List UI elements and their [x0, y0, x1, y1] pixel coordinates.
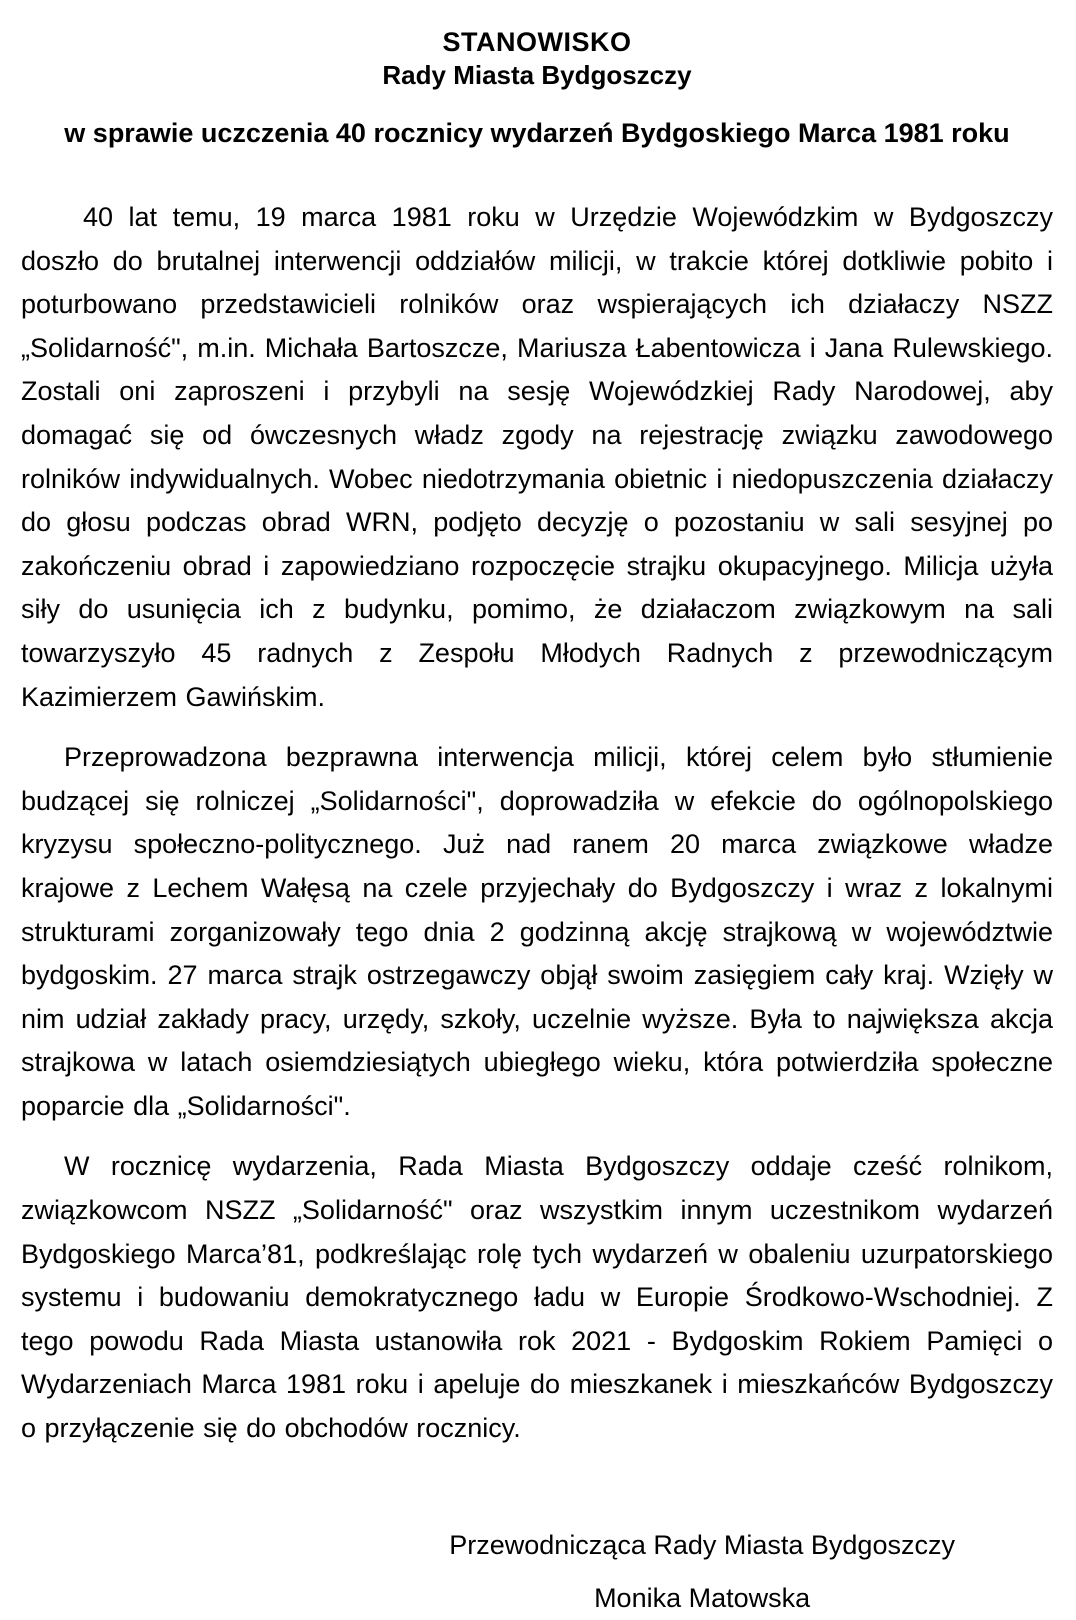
document-title-issuer: Rady Miasta Bydgoszczy — [382, 60, 692, 90]
document-header — [21, 26, 1053, 91]
paragraph-3: W rocznicę wydarzenia, Rada Miasta Bydgoszczy oddaje cześć rolnikom, związkowcom NSZZ „Solidarność" oraz wszystkim innym uczestnikom wydarzeń Bydgoskiego Marca’81, podkreślając rolę tych wydarzeń w obaleniu uzurpatorskiego systemu i budowaniu demokratycznego ładu w Europie Środkowo-Wschodniej. Z tego powodu Rada Miasta ustanowiła rok 2021 - Bydgoskim Rokiem Pamięci o Wydarzeniach Marca 1981 roku i apeluje do mieszkanek i mieszkańców Bydgoszczy o przyłączenie się do obchodów rocznicy. — [21, 1151, 1053, 1444]
signature-name: Monika Matowska — [594, 1582, 811, 1613]
paragraph-2: Przeprowadzona bezprawna interwencja milicji, której celem było stłumienie budzącej się rolniczej „Solidarności", doprowadziła w efekcie do ogólnopolskiego kryzysu społeczno-politycznego. Już nad ranem 20 marca związkowe władze krajowe z Lechem Wałęsą na czele przyjechały do Bydgoszczy i wraz z lokalnymi strukturami zorganizowały tego dnia 2 godzinną akcję strajkową w województwie bydgoskim. 27 marca strajk ostrzegawczy objął swoim zasięgiem cały kraj. Wzięły w nim udział zakłady pracy, urzędy, szkoły, uczelnie wyższe. Była to największa akcja strajkowa w latach osiemdziesiątych ubiegłego wieku, która potwierdziła społeczne poparcie dla „Solidarności". — [21, 742, 1053, 1121]
signature-role: Przewodnicząca Rady Miasta Bydgoszczy — [449, 1529, 955, 1560]
document-subject-line: w sprawie uczczenia 40 rocznicy wydarzeń Bydgoskiego Marca 1981 roku — [64, 118, 1010, 148]
document-title: STANOWISKO — [442, 27, 632, 57]
paragraph-1: 40 lat temu, 19 marca 1981 roku w Urzędzie Wojewódzkim w Bydgoszczy doszło do brutalnej interwencji oddziałów milicji, w trakcie której dotkliwie pobito i poturbowano przedstawicieli rolników oraz wspierających ich działaczy NSZZ „Solidarność", m.in. Michała Bartoszcze, Mariusza Łabentowicza i Jana Rulewskiego. Zostali oni zaproszeni i przybyli na sesję Wojewódzkiej Rady Narodowej, aby domagać się od ówczesnych władz zgody na rejestrację związku zawodowego rolników indywidualnych. Wobec niedotrzymania obietnic i niedopuszczenia działaczy do głosu podczas obrad WRN, podjęto decyzję o pozostaniu w sali sesyjnej po zakończeniu obrad i zapowiedziano rozpoczęcie strajku okupacyjnego. Milicja użyła siły do usunięcia ich z budynku, pomimo, że działaczom związkowym na sali towarzyszyło 45 radnych z Zespołu Młodych Radnych z przewodniczącym Kazimierzem Gawińskim. — [21, 202, 1053, 712]
document-body — [21, 196, 1053, 1451]
signature-block — [413, 1523, 991, 1620]
